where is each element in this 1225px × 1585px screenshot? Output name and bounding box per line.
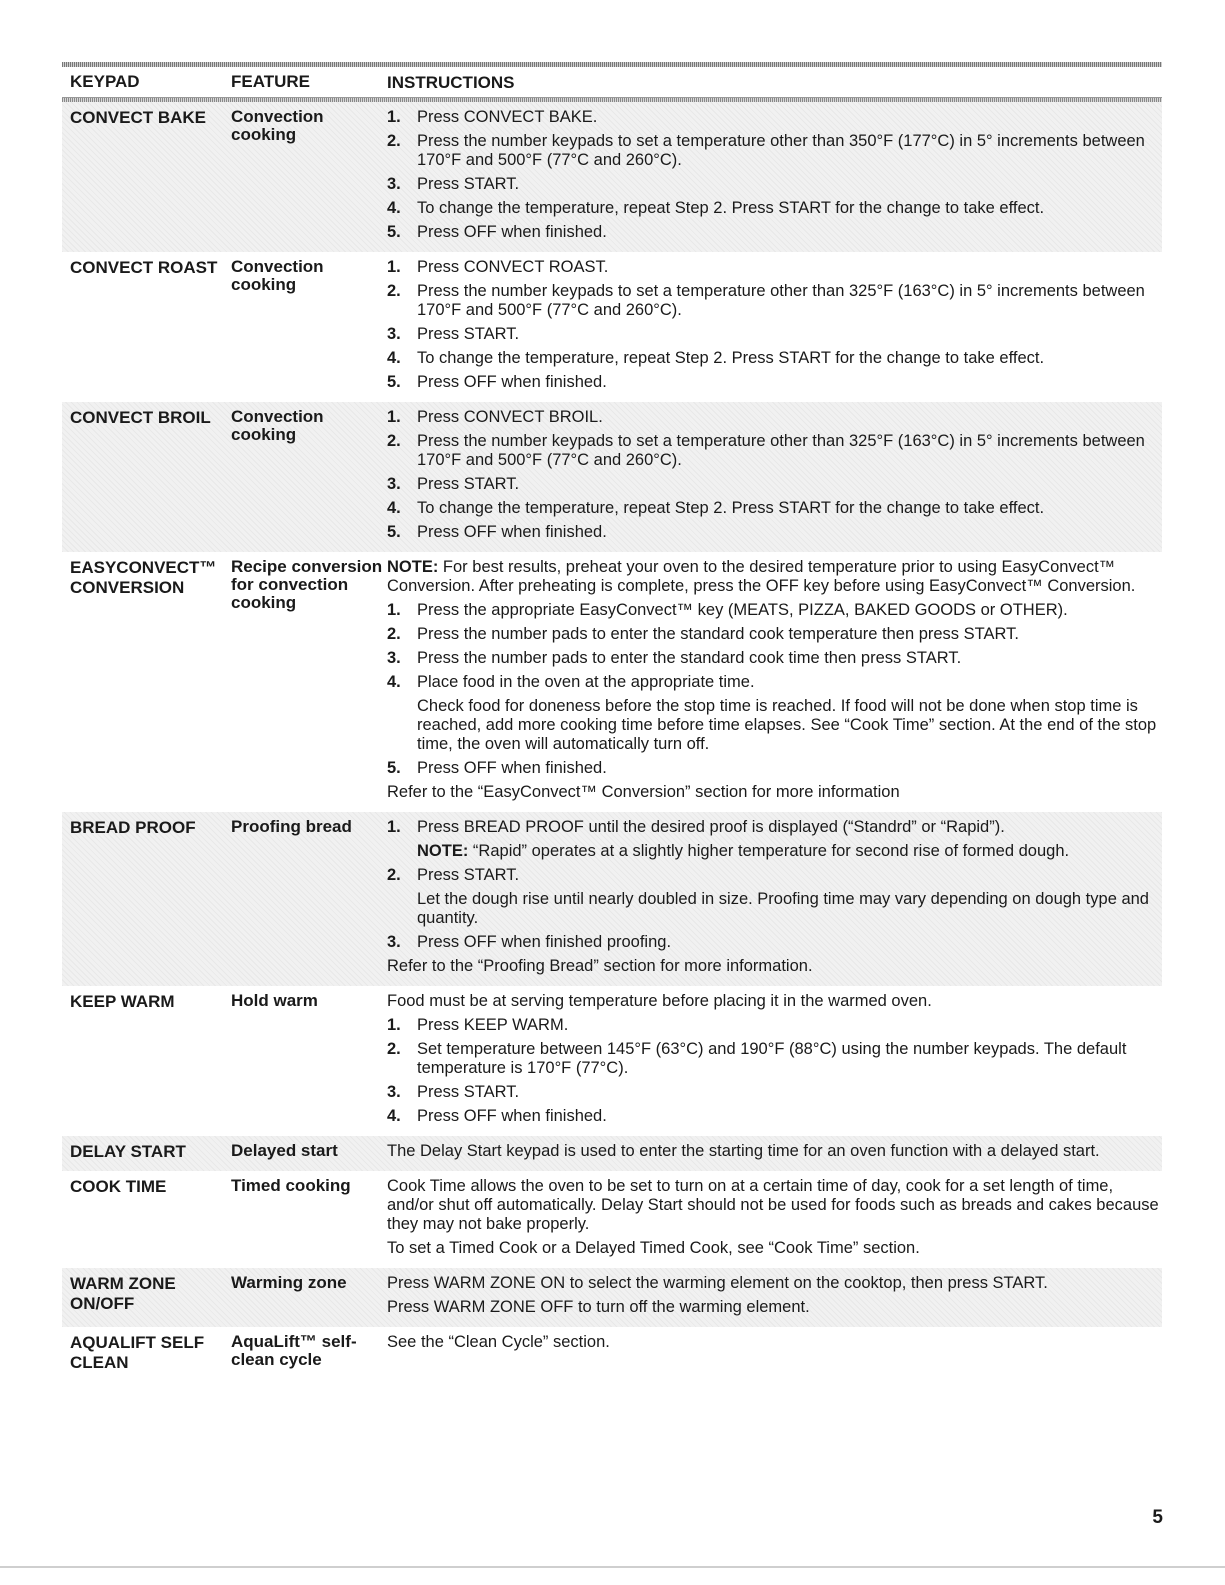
step-number: 1.	[387, 258, 401, 276]
step	[387, 673, 1162, 692]
step-number: 2.	[387, 625, 401, 643]
step-text: Press CONVECT BAKE.	[417, 108, 598, 126]
keypad-label: CONVECT BROIL	[70, 408, 211, 427]
step-number: 1.	[387, 818, 401, 836]
step-number: 4.	[387, 199, 401, 217]
header-keypad: KEYPAD	[70, 72, 140, 91]
step-number: 1.	[387, 408, 401, 426]
instruction-text: The Delay Start keypad is used to enter the starting time for an oven function with a delayed start.	[387, 1142, 1100, 1160]
step-number: 1.	[387, 601, 401, 619]
step	[387, 933, 1162, 952]
step-number: 3.	[387, 1083, 401, 1101]
keypad-label-line: AQUALIFT SELF	[70, 1333, 205, 1352]
step-text: To change the temperature, repeat Step 2. Press START for the change to take effect.	[417, 349, 1045, 367]
feature-label: Warming zone	[231, 1273, 347, 1292]
step-number: 4.	[387, 349, 401, 367]
instructions	[387, 558, 1162, 807]
feature-label: Proofing bread	[231, 817, 352, 836]
table-row-delay-start	[62, 1136, 1162, 1171]
step-detail: Let the dough rise until nearly doubled in size. Proofing time may vary depending on dough type and quantity.	[417, 890, 1149, 927]
instructions	[387, 818, 1162, 981]
intro-text: Food must be at serving temperature before placing it in the warmed oven.	[387, 992, 932, 1010]
keypad-label-line: ON/OFF	[70, 1294, 135, 1313]
step	[387, 373, 1162, 392]
keypad-label: BREAD PROOF	[70, 818, 196, 837]
step	[387, 475, 1162, 494]
table-row-aqualift	[62, 1327, 1162, 1378]
instruction-text: Press WARM ZONE ON to select the warming element on the cooktop, then press START.	[387, 1274, 1048, 1292]
step-text: Press the number pads to enter the standard cook temperature then press START.	[417, 625, 1019, 643]
step-text: To change the temperature, repeat Step 2. Press START for the change to take effect.	[417, 199, 1045, 217]
feature-label: Delayed start	[231, 1141, 338, 1160]
step-text: Press OFF when finished.	[417, 759, 607, 777]
keypad-label: COOK TIME	[70, 1177, 167, 1196]
step	[387, 175, 1162, 194]
note	[417, 842, 1162, 861]
table-row-cook-time	[62, 1171, 1162, 1268]
keypad-label: DELAY START	[70, 1142, 186, 1161]
note-text: “Rapid” operates at a slightly higher temperature for second rise of formed dough.	[468, 842, 1070, 860]
instruction-text: Press WARM ZONE OFF to turn off the warming element.	[387, 1298, 810, 1316]
step-number: 3.	[387, 325, 401, 343]
keypad-label-line: CLEAN	[70, 1353, 129, 1372]
step-number: 3.	[387, 175, 401, 193]
table-row-warm-zone	[62, 1268, 1162, 1327]
step-text: Press the number pads to enter the standard cook time then press START.	[417, 649, 962, 667]
step	[387, 499, 1162, 518]
table-row-bread-proof	[62, 812, 1162, 986]
step-text: Press START.	[417, 866, 520, 884]
step-number: 3.	[387, 475, 401, 493]
step-text: Press OFF when finished.	[417, 223, 607, 241]
step	[387, 408, 1162, 427]
instruction-text: See the “Clean Cycle” section.	[387, 1333, 610, 1351]
step-text: Press KEEP WARM.	[417, 1016, 569, 1034]
step-text: Press the appropriate EasyConvect™ key (MEATS, PIZZA, BAKED GOODS or OTHER).	[417, 601, 1068, 619]
note-text: For best results, preheat your oven to the desired temperature prior to using EasyConvect™ Conversion. After preheating is complete, press the OFF key before using EasyConvect™ Conversion.	[387, 558, 1136, 595]
step-text: Press START.	[417, 475, 520, 493]
step-number: 5.	[387, 759, 401, 777]
step-number: 2.	[387, 282, 401, 300]
instructions	[387, 992, 1162, 1131]
keypad-label: CONVECT BAKE	[70, 108, 207, 127]
table-row-easyconvect	[62, 552, 1162, 812]
step	[387, 1107, 1162, 1126]
step-text: To change the temperature, repeat Step 2. Press START for the change to take effect.	[417, 499, 1045, 517]
step-text: Press START.	[417, 175, 520, 193]
step	[387, 108, 1162, 127]
instructions	[387, 1333, 1162, 1373]
instructions	[387, 258, 1162, 397]
instructions	[387, 408, 1162, 547]
feature-label: Convection cooking	[231, 257, 324, 294]
note	[387, 558, 1162, 596]
note-label: NOTE:	[387, 558, 439, 576]
step-text: Press CONVECT BROIL.	[417, 408, 603, 426]
step	[387, 625, 1162, 644]
header-feature: FEATURE	[231, 72, 311, 91]
instructions	[387, 1274, 1162, 1322]
step-text: Press OFF when finished.	[417, 1107, 607, 1125]
note-label: NOTE:	[417, 842, 469, 860]
step-text: Press BREAD PROOF until the desired proof is displayed (“Standrd” or “Rapid”).	[417, 818, 1005, 836]
feature-label: AquaLift™ self-clean cycle	[231, 1332, 357, 1369]
step-text: Press START.	[417, 1083, 520, 1101]
step-number: 2.	[387, 866, 401, 884]
table-header	[62, 67, 1162, 98]
step-number: 1.	[387, 108, 401, 126]
keypad-label	[62, 558, 231, 807]
step	[387, 1040, 1162, 1078]
instructions	[387, 108, 1162, 247]
page-number: 5	[1152, 1507, 1163, 1528]
step-number: 3.	[387, 649, 401, 667]
step-number: 5.	[387, 373, 401, 391]
step-number: 5.	[387, 523, 401, 541]
step-text: Place food in the oven at the appropriate time.	[417, 673, 755, 691]
table-row-convect-broil	[62, 402, 1162, 552]
feature-label: Timed cooking	[231, 1176, 351, 1195]
keypad-label	[62, 1274, 231, 1322]
keypad-label	[62, 1333, 231, 1373]
keypad-label-line: CONVERSION	[70, 578, 185, 597]
step	[387, 649, 1162, 668]
step	[387, 601, 1162, 620]
instruction-text: Cook Time allows the oven to be set to turn on at a certain time of day, cook for a set length of time, and/or shut off automatically. Delay Start should not be used for foods such as breads and cakes because they may not bake properly.	[387, 1177, 1159, 1233]
feature-label: Hold warm	[231, 991, 318, 1010]
feature-label: Convection cooking	[231, 407, 324, 444]
table-row-convect-bake	[62, 102, 1162, 252]
keypad-label: KEEP WARM	[70, 992, 175, 1011]
instruction-table	[62, 62, 1162, 1378]
step-number: 1.	[387, 1016, 401, 1034]
feature-label: Convection cooking	[231, 107, 324, 144]
step-number: 4.	[387, 1107, 401, 1125]
step	[387, 523, 1162, 542]
refer-text: Refer to the “Proofing Bread” section for more information.	[387, 957, 813, 975]
refer-text: Refer to the “EasyConvect™ Conversion” section for more information	[387, 783, 900, 801]
instruction-text: To set a Timed Cook or a Delayed Timed Cook, see “Cook Time” section.	[387, 1239, 920, 1257]
header-instructions: INSTRUCTIONS	[387, 72, 515, 92]
step-number: 5.	[387, 223, 401, 241]
keypad-label: CONVECT ROAST	[70, 258, 218, 277]
step	[387, 282, 1162, 320]
table-row-convect-roast	[62, 252, 1162, 402]
step	[387, 432, 1162, 470]
step	[387, 1016, 1162, 1035]
step-number: 2.	[387, 132, 401, 150]
step-number: 2.	[387, 1040, 401, 1058]
instructions	[387, 1142, 1162, 1166]
step	[387, 818, 1162, 837]
step-text: Press the number keypads to set a temperature other than 350°F (177°C) in 5° increments between 170°F and 500°F (77°C and 260°C).	[417, 132, 1145, 169]
step-number: 4.	[387, 673, 401, 691]
step-text: Press the number keypads to set a temperature other than 325°F (163°C) in 5° increments between 170°F and 500°F (77°C and 260°C).	[417, 282, 1145, 319]
instructions	[387, 1177, 1162, 1263]
feature-label: Recipe conversion for convection cooking	[231, 557, 383, 612]
keypad-label-line: WARM ZONE	[70, 1274, 176, 1293]
step-text: Press OFF when finished.	[417, 523, 607, 541]
step-number: 2.	[387, 432, 401, 450]
step	[387, 1083, 1162, 1102]
table-row-keep-warm	[62, 986, 1162, 1136]
step	[387, 223, 1162, 242]
step	[387, 866, 1162, 885]
step	[387, 199, 1162, 218]
step	[387, 258, 1162, 277]
step-text: Press OFF when finished proofing.	[417, 933, 672, 951]
step-number: 3.	[387, 933, 401, 951]
step-detail: Check food for doneness before the stop time is reached. If food will not be done when stop time is reached, add more cooking time before time elapses. See “Cook Time” section. At the end of the stop time, the oven will automatically turn off.	[417, 697, 1157, 753]
step	[387, 325, 1162, 344]
step-text: Press the number keypads to set a temperature other than 325°F (163°C) in 5° increments between 170°F and 500°F (77°C and 260°C).	[417, 432, 1145, 469]
step	[387, 132, 1162, 170]
step-text: Press OFF when finished.	[417, 373, 607, 391]
step	[387, 759, 1162, 778]
step	[387, 349, 1162, 368]
step-number: 4.	[387, 499, 401, 517]
keypad-label-line: EASYCONVECT™	[70, 558, 217, 577]
step-text: Press START.	[417, 325, 520, 343]
step-text: Press CONVECT ROAST.	[417, 258, 609, 276]
step-text: Set temperature between 145°F (63°C) and 190°F (88°C) using the number keypads. The default temperature is 170°F (77°C).	[417, 1040, 1127, 1077]
bottom-rule	[0, 1566, 1225, 1568]
